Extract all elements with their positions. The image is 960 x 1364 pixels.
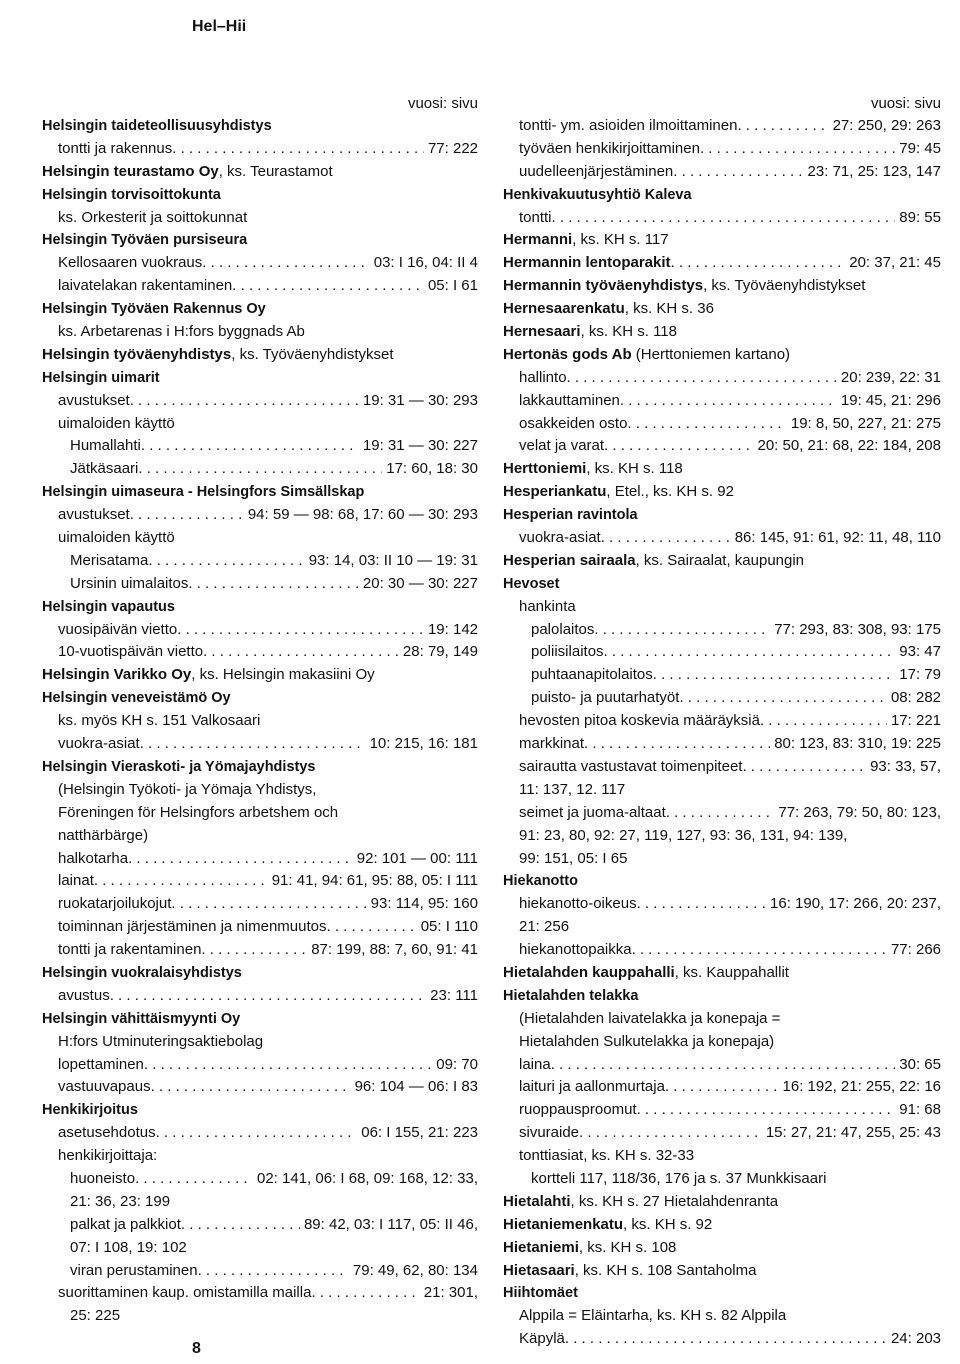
- entry-subitem: [42, 1054, 478, 1077]
- entry-subitem: [42, 573, 478, 596]
- entry-subitem: [42, 1076, 478, 1099]
- entry-text: 11: 137, 12. 117: [519, 780, 626, 798]
- subitem-label: vuosipäivän vietto: [58, 620, 178, 638]
- dot-leader: [151, 1076, 351, 1099]
- entry-subitem: [503, 390, 941, 413]
- dot-leader: [565, 1328, 887, 1351]
- entry-text: (Hietalahden laivatelakka ja konepaja =: [519, 1009, 781, 1027]
- dot-leader: [198, 1260, 349, 1283]
- entry-reference: [503, 458, 941, 481]
- subitem-label: hiekanotto-oikeus: [519, 895, 637, 913]
- entry-see-reference: , ks. KH s. 27 Hietalahdenranta: [570, 1192, 779, 1210]
- subitem-label: hallinto: [519, 368, 567, 386]
- entry-heading: Hesperian sairaala: [503, 551, 636, 569]
- entry-text: 21: 36, 23: 199: [70, 1192, 171, 1210]
- subitem-label: ruoppausproomut: [519, 1101, 637, 1119]
- entry-see-reference: , ks. KH s. 117: [572, 231, 669, 249]
- entry-list-left: [42, 115, 478, 1328]
- entry-subitem: [42, 504, 478, 527]
- entry-text: natthärbärge): [58, 826, 149, 844]
- entry-see-reference: , ks. Sairaalat, kaupungin: [635, 551, 805, 569]
- entry-subitem: [503, 527, 941, 550]
- entry-reference: [503, 229, 941, 252]
- subitem-label: toiminnan järjestäminen ja nimenmuutos: [58, 918, 327, 936]
- dot-leader: [666, 802, 775, 825]
- entry-heading: Hietalahden kauppahalli: [503, 963, 675, 981]
- entry-subitem: [42, 939, 478, 962]
- dot-leader: [742, 756, 866, 779]
- entry-text: tonttiasiat, ks. KH s. 32-33: [519, 1147, 695, 1165]
- entry-heading: Helsingin taideteollisuusyhdistys: [42, 118, 272, 134]
- entry-text: 91: 23, 80, 92: 27, 119, 127, 93: 36, 131, 94: 139,: [519, 826, 848, 844]
- entry-text: 21: 256: [519, 918, 570, 936]
- entry-reference: [42, 664, 478, 687]
- dot-leader: [665, 1076, 779, 1099]
- subitem-label: Kellosaaren vuokraus: [58, 254, 203, 272]
- dot-leader: [594, 619, 770, 642]
- dot-leader: [579, 1122, 762, 1145]
- entry-heading: Hietaniemi: [503, 1238, 579, 1256]
- entry-text: Alppila = Eläintarha, ks. KH s. 82 Alppila: [519, 1307, 787, 1325]
- entry-subitem: [503, 619, 941, 642]
- year-page-ref: 17: 221: [890, 712, 941, 730]
- year-page-ref: 15: 27, 21: 47, 255, 25: 43: [765, 1124, 941, 1142]
- entry-subitem: [503, 939, 941, 962]
- dot-leader: [326, 916, 416, 939]
- year-page-ref: 93: 14, 03: II 10 — 19: 31: [308, 551, 478, 569]
- dot-leader: [551, 1054, 896, 1077]
- entry-heading: Hernesaari: [503, 323, 581, 341]
- subitem-label: Merisatama: [70, 551, 149, 569]
- year-page-ref: 79: 45: [899, 139, 941, 157]
- year-page-ref: 92: 101 — 00: 111: [356, 849, 478, 867]
- entry-subitem: [503, 641, 941, 664]
- entry-subitem: [503, 733, 941, 756]
- subitem-label: suorittaminen kaup. omistamilla mailla: [58, 1284, 312, 1302]
- year-page-ref: 16: 190, 17: 266, 20: 237,: [770, 895, 941, 913]
- dot-leader: [172, 138, 424, 161]
- entry-subitem: [503, 1099, 941, 1122]
- subitem-label: lakkauttaminen: [519, 391, 620, 409]
- year-page-ref: 93: 114, 95: 160: [370, 895, 478, 913]
- dot-leader: [567, 367, 837, 390]
- year-page-ref: 87: 199, 88: 7, 60, 91: 41: [311, 941, 478, 959]
- dot-leader: [177, 619, 424, 642]
- year-page-ref: 93: 33, 57,: [870, 757, 941, 775]
- dot-leader: [94, 870, 268, 893]
- entry-see-reference: , ks. Helsingin makasiini Oy: [191, 666, 375, 684]
- entry-heading: Henkikirjoitus: [42, 1102, 138, 1119]
- entry-heading: Helsingin vapautus: [42, 598, 175, 615]
- entry-see-reference: , ks. KH s. 118: [580, 323, 677, 341]
- entry-text: hankinta: [519, 597, 576, 615]
- dot-leader: [673, 161, 803, 184]
- entry-subitem: [503, 756, 941, 779]
- year-page-ref: 77: 293, 83: 308, 93: 175: [774, 620, 941, 638]
- subitem-label: laina: [519, 1055, 551, 1073]
- year-page-ref: 17: 60, 18: 30: [386, 460, 478, 478]
- entry-heading: Hietalahti: [503, 1192, 571, 1210]
- dot-leader: [156, 1122, 358, 1145]
- year-page-ref: 20: 50, 21: 68, 22: 184, 208: [757, 437, 941, 455]
- entry-subitem: [42, 733, 478, 756]
- year-page-ref: 20: 37, 21: 45: [849, 254, 941, 272]
- entry-heading: Hevoset: [503, 575, 560, 592]
- subitem-label: avustus: [58, 986, 110, 1004]
- entry-text: ks. myös KH s. 151 Valkosaari: [58, 712, 261, 730]
- entry-heading: Helsingin Työväen Rakennus Oy: [42, 301, 266, 318]
- dot-leader: [128, 848, 353, 871]
- subitem-label: seimet ja juoma-altaat: [519, 803, 666, 821]
- entry-see-reference: , Etel., ks. KH s. 92: [606, 483, 734, 501]
- subitem-label: osakkeiden osto: [519, 414, 628, 432]
- subitem-label: ruokatarjoilukojut: [58, 895, 172, 913]
- subitem-label: puhtaanapitolaitos: [531, 666, 653, 684]
- entry-text: uimaloiden käyttö: [58, 414, 175, 432]
- subitem-label: laituri ja aallonmurtaja: [519, 1078, 665, 1096]
- year-page-ref: 96: 104 — 06: I 83: [354, 1078, 478, 1096]
- entry-subitem: [503, 138, 941, 161]
- column-header: vuosi: sivu: [407, 95, 478, 112]
- year-page-ref: 20: 30 — 30: 227: [362, 574, 478, 592]
- year-page-ref: 03: I 16, 04: II 4: [373, 254, 478, 272]
- dot-leader: [188, 573, 359, 596]
- subitem-label: hiekanottopaikka: [519, 941, 632, 959]
- subitem-label: palolaitos: [531, 620, 595, 638]
- subitem-label: puisto- ja puutarhatyöt: [531, 689, 680, 707]
- entry-subitem: [503, 710, 941, 733]
- dot-leader: [671, 252, 846, 275]
- year-page-ref: 86: 145, 91: 61, 92: 11, 48, 110: [734, 529, 941, 547]
- entry-heading: Hiekanotto: [503, 873, 578, 890]
- year-page-ref: 21: 301,: [423, 1284, 478, 1302]
- entry-reference: [503, 1191, 941, 1214]
- subitem-label: tontti: [519, 208, 552, 226]
- entry-see-reference: , ks. KH s. 108 Santaholma: [574, 1261, 757, 1279]
- dot-leader: [653, 664, 896, 687]
- entry-see-reference: , ks. Työväenyhdistykset: [703, 277, 866, 295]
- dot-leader: [604, 435, 753, 458]
- subitem-label: avustukset: [58, 391, 130, 409]
- entry-heading: Helsingin uimaseura - Helsingfors Simsällskap: [42, 484, 365, 501]
- subitem-label: Jätkäsaari: [70, 460, 139, 478]
- entry-subitem: [42, 1214, 478, 1237]
- subitem-label: markkinat: [519, 735, 585, 753]
- entry-heading: Hietaniemenkatu: [503, 1215, 624, 1233]
- entry-subitem: [42, 1168, 478, 1191]
- year-page-ref: 93: 47: [899, 643, 941, 661]
- entry-subitem: [42, 848, 478, 871]
- year-page-ref: 27: 250, 29: 263: [832, 117, 941, 134]
- dot-leader: [140, 733, 366, 756]
- entry-reference: [503, 344, 941, 367]
- year-page-ref: 08: 282: [890, 689, 941, 707]
- entry-subitem: [42, 550, 478, 573]
- subitem-label: työväen henkikirjoittaminen: [519, 139, 700, 157]
- entry-reference: [42, 344, 478, 367]
- entry-subitem: [503, 1328, 941, 1351]
- entry-text: ks. Orkesterit ja soittokunnat: [58, 208, 248, 226]
- subitem-label: lopettaminen: [58, 1055, 144, 1073]
- page-header: Hel–Hii: [192, 18, 247, 35]
- dot-leader: [584, 733, 770, 756]
- entry-subitem: [503, 413, 941, 436]
- year-page-ref: 91: 68: [899, 1101, 941, 1119]
- entry-subitem: [503, 161, 941, 184]
- subitem-label: uudelleenjärjestäminen: [519, 162, 674, 180]
- subitem-label: huoneisto: [70, 1169, 136, 1187]
- entry-heading: Hertonäs gods Ab: [503, 345, 632, 363]
- entry-text: 07: I 108, 19: 102: [70, 1238, 187, 1256]
- entry-heading: Henkivakuutusyhtiö Kaleva: [503, 186, 692, 203]
- dot-leader: [130, 390, 359, 413]
- entry-text: Hietalahden Sulkutelakka ja konepaja): [519, 1032, 775, 1050]
- entry-text: kortteli 117, 118/36, 176 ja s. 37 Munkkisaari: [531, 1169, 827, 1187]
- year-page-ref: 05: I 110: [420, 918, 478, 936]
- entry-reference: [503, 321, 941, 344]
- entry-heading: Hesperian ravintola: [503, 507, 638, 524]
- entry-text: Föreningen för Helsingfors arbetshem och: [58, 803, 339, 821]
- year-page-ref: 77: 263, 79: 50, 80: 123,: [778, 803, 941, 821]
- subitem-label: tontti ja rakennus: [58, 139, 173, 157]
- entry-subitem: [503, 367, 941, 390]
- entry-heading: Helsingin työväenyhdistys: [42, 345, 232, 363]
- dot-leader: [138, 458, 382, 481]
- entry-subitem: [503, 207, 941, 230]
- subitem-label: poliisilaitos: [531, 643, 604, 661]
- year-page-ref: 89: 55: [899, 208, 941, 226]
- subitem-label: vuokra-asiat: [58, 735, 140, 753]
- entry-heading: Herttoniemi: [503, 460, 587, 478]
- dot-leader: [148, 550, 304, 573]
- year-page-ref: 91: 41, 94: 61, 95: 88, 05: I 111: [271, 872, 478, 890]
- subitem-label: laivatelakan rakentaminen: [58, 277, 233, 295]
- entry-text: 99: 151, 05: I 65: [519, 849, 628, 867]
- entry-heading: Helsingin uimarit: [42, 369, 160, 386]
- entry-subitem: [503, 1054, 941, 1077]
- subitem-label: sairautta vastustavat toimenpiteet: [519, 757, 743, 775]
- entry-reference: [503, 550, 941, 573]
- dot-leader: [601, 527, 731, 550]
- entry-text: ks. Arbetarenas i H:fors byggnads Ab: [58, 323, 305, 341]
- entry-see-reference: , ks. Kauppahallit: [674, 963, 789, 981]
- subitem-label: asetusehdotus: [58, 1124, 156, 1142]
- dot-leader: [679, 687, 887, 710]
- year-page-ref: 17: 79: [899, 666, 941, 684]
- dot-leader: [201, 939, 307, 962]
- dot-leader: [604, 641, 896, 664]
- subitem-label: vastuuvapaus: [58, 1078, 151, 1096]
- entry-subitem: [42, 916, 478, 939]
- year-page-ref: 06: I 155, 21: 223: [361, 1124, 478, 1142]
- entry-subitem: [42, 390, 478, 413]
- entry-subitem: [42, 641, 478, 664]
- entry-heading: Helsingin vähittäismyynti Oy: [42, 1010, 241, 1027]
- entry-heading: Helsingin torvisoittokunta: [42, 186, 221, 203]
- entry-subitem: [42, 1260, 478, 1283]
- entry-heading: Helsingin veneveistämö Oy: [42, 690, 231, 707]
- dot-leader: [135, 1168, 253, 1191]
- entry-text: uimaloiden käyttö: [58, 529, 175, 547]
- dot-leader: [130, 504, 244, 527]
- subitem-label: tontti ja rakentaminen: [58, 941, 202, 959]
- entry-text: H:fors Utminuteringsaktiebolag: [58, 1032, 264, 1050]
- entry-heading: Hermannin lentoparakit: [503, 254, 671, 272]
- subitem-label: palkat ja palkkiot: [70, 1215, 181, 1233]
- entry-heading: Hietalahden telakka: [503, 987, 639, 1004]
- dot-leader: [552, 207, 896, 230]
- entry-heading: Hermanni: [503, 231, 573, 249]
- dot-leader: [627, 413, 786, 436]
- subitem-label: viran perustaminen: [70, 1261, 198, 1279]
- entry-heading: Hiihtomäet: [503, 1285, 578, 1302]
- index-column-right: [503, 93, 941, 1351]
- year-page-ref: 24: 203: [890, 1330, 941, 1348]
- year-page-ref: 19: 45, 21: 296: [840, 391, 941, 409]
- entry-subitem: [42, 138, 478, 161]
- year-page-ref: 05: I 61: [427, 277, 478, 295]
- dot-leader: [202, 252, 369, 275]
- dot-leader: [637, 893, 766, 916]
- subitem-label: 10-vuotispäivän vietto: [58, 643, 204, 661]
- entry-heading: Hietasaari: [503, 1261, 575, 1279]
- entry-subitem: [503, 1076, 941, 1099]
- entry-see-reference: , ks. KH s. 92: [623, 1215, 713, 1233]
- dot-leader: [700, 138, 895, 161]
- dot-leader: [311, 1282, 419, 1305]
- subitem-label: avustukset: [58, 506, 130, 524]
- entry-heading: Helsingin vuokralaisyhdistys: [42, 964, 242, 981]
- entry-list-right: [503, 115, 941, 1351]
- entry-heading: Helsingin teurastamo Oy: [42, 162, 219, 180]
- entry-subitem: [42, 1282, 478, 1305]
- dot-leader: [632, 939, 887, 962]
- subitem-label: sivuraide: [519, 1124, 580, 1142]
- year-page-ref: 09: 70: [436, 1055, 478, 1073]
- entry-subitem: [503, 802, 941, 825]
- dot-leader: [620, 390, 837, 413]
- entry-text: 25: 225: [70, 1307, 121, 1325]
- subitem-label: halkotarha: [58, 849, 129, 867]
- entry-heading: Helsingin Vieraskoti- ja Yömajayhdistys: [42, 758, 316, 775]
- year-page-ref: 30: 65: [899, 1055, 941, 1073]
- dot-leader: [637, 1099, 896, 1122]
- dot-leader: [110, 985, 426, 1008]
- year-page-ref: 23: 71, 25: 123, 147: [807, 162, 941, 180]
- subitem-label: vuokra-asiat: [519, 529, 601, 547]
- dot-leader: [141, 435, 359, 458]
- entry-subitem: [503, 435, 941, 458]
- year-page-ref: 89: 42, 03: I 117, 05: II 46,: [303, 1215, 478, 1233]
- subitem-label: Humallahti: [70, 437, 141, 455]
- column-header: vuosi: sivu: [870, 95, 941, 112]
- entry-reference: [42, 161, 478, 184]
- year-page-ref: 16: 192, 21: 255, 22: 16: [782, 1078, 941, 1096]
- year-page-ref: 19: 31 — 30: 227: [362, 437, 478, 455]
- year-page-ref: 19: 142: [427, 620, 478, 638]
- entry-subitem: [42, 1122, 478, 1145]
- entry-reference: [503, 962, 941, 985]
- year-page-ref: 19: 8, 50, 227, 21: 275: [790, 414, 941, 432]
- entry-text: henkikirjoittaja:: [58, 1147, 158, 1165]
- entry-heading: Hesperiankatu: [503, 483, 607, 501]
- entry-subitem: [503, 893, 941, 916]
- dot-leader: [181, 1214, 300, 1237]
- entry-see-reference: , ks. Teurastamot: [218, 162, 333, 180]
- entry-see-reference: (Herttoniemen kartano): [631, 345, 791, 363]
- year-page-ref: 23: 111: [430, 986, 478, 1004]
- entry-see-reference: , ks. KH s. 108: [578, 1238, 677, 1256]
- entry-reference: [503, 1237, 941, 1260]
- entry-text: (Helsingin Työkoti- ja Yömaja Yhdistys,: [58, 780, 317, 798]
- index-column-left: [42, 93, 478, 1328]
- entry-subitem: [42, 893, 478, 916]
- dot-leader: [144, 1054, 432, 1077]
- year-page-ref: 20: 239, 22: 31: [840, 368, 941, 386]
- dot-leader: [203, 641, 399, 664]
- entry-subitem: [42, 619, 478, 642]
- year-page-ref: 77: 266: [890, 941, 941, 959]
- year-page-ref: 80: 123, 83: 310, 19: 225: [774, 735, 941, 753]
- subitem-label: lainat: [58, 872, 94, 890]
- entry-subitem: [503, 115, 941, 138]
- entry-heading: Hernesaarenkatu: [503, 300, 625, 318]
- entry-see-reference: , ks. KH s. 36: [624, 300, 714, 318]
- year-page-ref: 19: 31 — 30: 293: [362, 391, 478, 409]
- entry-subitem: [42, 458, 478, 481]
- year-page-ref: 28: 79, 149: [402, 643, 478, 661]
- entry-subitem: [42, 275, 478, 298]
- page-number: 8: [192, 1340, 201, 1357]
- dot-leader: [760, 710, 887, 733]
- entry-reference: [503, 1260, 941, 1283]
- entry-see-reference: , ks. Työväenyhdistykset: [231, 345, 394, 363]
- subitem-label: velat ja varat: [519, 437, 605, 455]
- entry-heading: Hermannin työväenyhdistys: [503, 277, 704, 295]
- entry-subitem: [503, 252, 941, 275]
- entry-subitem: [42, 435, 478, 458]
- entry-reference: [503, 1214, 941, 1237]
- entry-see-reference: , ks. KH s. 118: [586, 460, 683, 478]
- dot-leader: [232, 275, 424, 298]
- year-page-ref: 94: 59 — 98: 68, 17: 60 — 30: 293: [247, 506, 478, 524]
- subitem-label: tontti- ym. asioiden ilmoittaminen: [519, 117, 738, 134]
- subitem-label: hevosten pitoa koskevia määräyksiä: [519, 712, 760, 730]
- entry-reference: [503, 275, 941, 298]
- year-page-ref: 10: 215, 16: 181: [369, 735, 478, 753]
- entry-subitem: [503, 687, 941, 710]
- year-page-ref: 77: 222: [427, 139, 478, 157]
- dot-leader: [171, 893, 366, 916]
- entry-reference: [503, 481, 941, 504]
- subitem-label: Käpylä: [519, 1330, 565, 1348]
- entry-subitem: [42, 252, 478, 275]
- entry-subitem: [503, 664, 941, 687]
- entry-heading: Helsingin Varikko Oy: [42, 666, 192, 684]
- year-page-ref: 79: 49, 62, 80: 134: [352, 1261, 478, 1279]
- entry-reference: [503, 298, 941, 321]
- dot-leader: [737, 115, 828, 138]
- entry-subitem: [42, 985, 478, 1008]
- entry-subitem: [42, 870, 478, 893]
- subitem-label: Ursinin uimalaitos: [70, 574, 189, 592]
- entry-heading: Helsingin Työväen pursiseura: [42, 232, 248, 249]
- entry-subitem: [503, 1122, 941, 1145]
- year-page-ref: 02: 141, 06: I 68, 09: 168, 12: 33,: [256, 1169, 478, 1187]
